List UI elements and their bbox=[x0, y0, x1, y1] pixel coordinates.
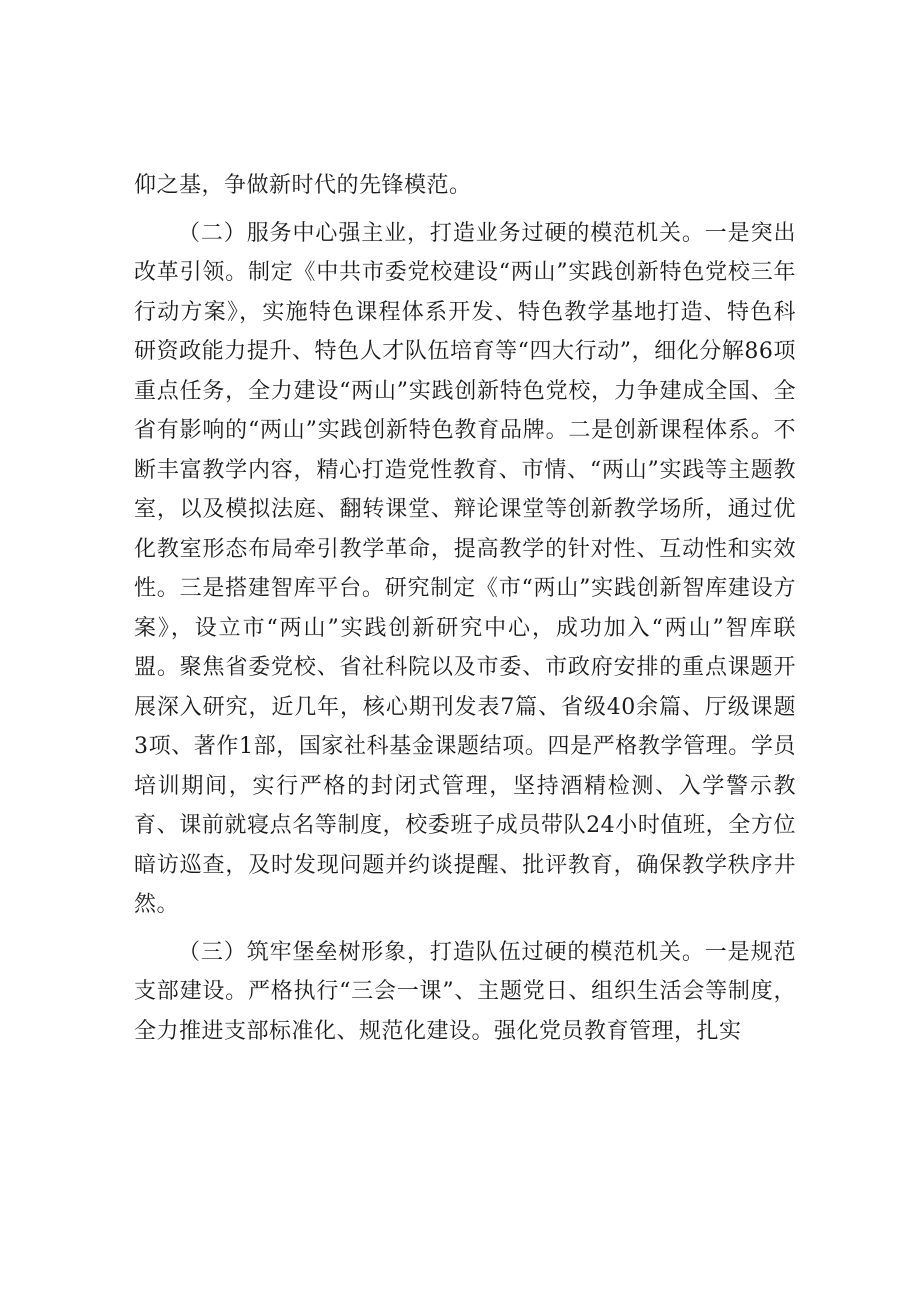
paragraph-section-two: （二）服务中心强主业，打造业务过硬的模范机关。一是突出改革引领。制定《中共市委党校建设“两山”实践创新特色党校三年行动方案》，实施特色课程体系开发、特色教学基地打造、特色科研资政能力提升、特色人才队伍培育等“四大行动”，细化分解86项重点任务，全力建设“两山”实践创新特色党校，力争建成全国、全省有影响的“两山”实践创新特色教育品牌。二是创新课程体系。不断丰富教学内容，精心打造党性教育、市情、“两山”实践等主题教室，以及模拟法庭、翻转课堂、辩论课堂等创新教学场所，通过优化教室形态布局牵引教学革命，提高教学的针对性、互动性和实效性。三是搭建智库平台。研究制定《市“两山”实践创新智库建设方案》，设立市“两山”实践创新研究中心，成功加入“两山”智库联盟。聚焦省委党校、省社科院以及市委、市政府安排的重点课题开展深入研究，近几年，核心期刊发表7篇、省级40余篇、厅级课题3项、著作1部，国家社科基金课题结项。四是严格教学管理。学员培训期间，实行严格的封闭式管理，坚持酒精检测、入学警示教育、课前就寝点名等制度，校委班子成员带队24小时值班，全方位暗访巡查，及时发现问题并约谈提醒、批评教育，确保教学秩序井然。 bbox=[134, 220, 796, 917]
paragraph-section-three: （三）筑牢堡垒树形象，打造队伍过硬的模范机关。一是规范支部建设。严格执行“三会一课”、主题党日、组织生活会等制度，全力推进支部标准化、规范化建设。强化党员教育管理，扎实 bbox=[134, 939, 796, 1044]
paragraph-continuation: 仰之基，争做新时代的先锋模范。 bbox=[134, 173, 472, 198]
document-body bbox=[134, 166, 796, 1051]
